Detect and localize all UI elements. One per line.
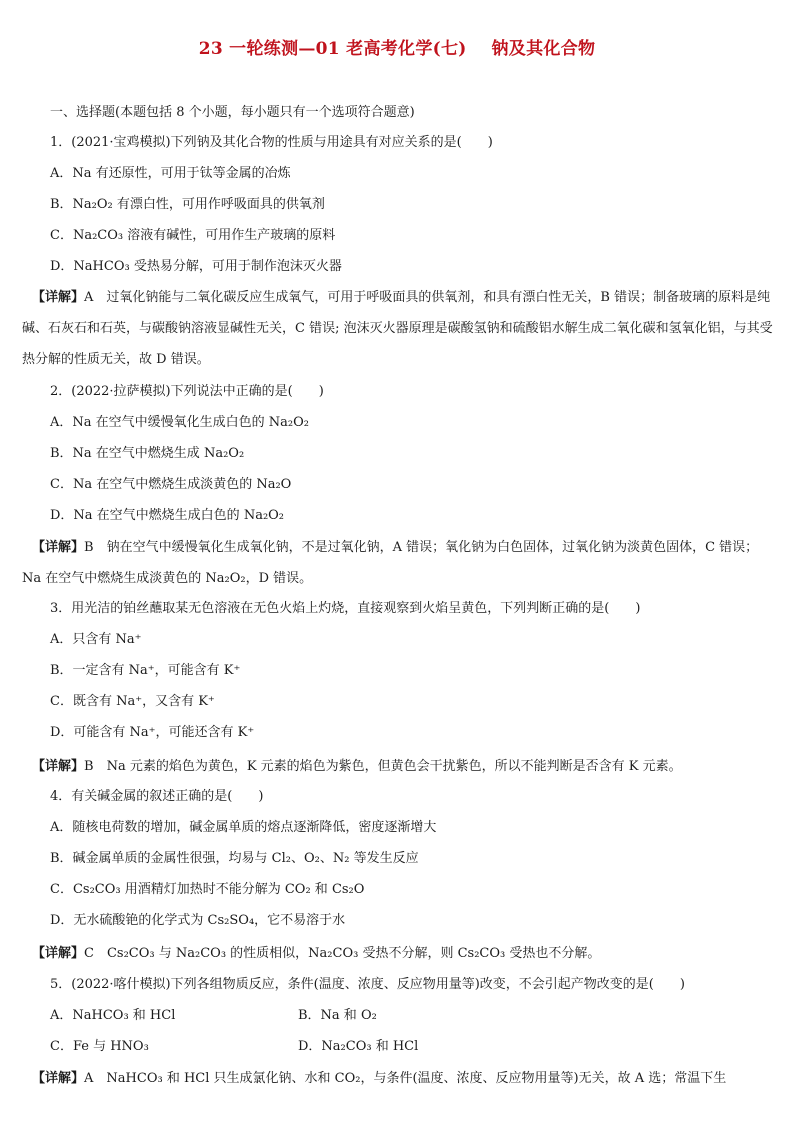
question-2-detail <box>22 532 774 594</box>
question-5-stem: 5．(2022·喀什模拟)下列各组物质反应，条件(温度、浓度、反应物用量等)改变，不会引起产物改变的是( ) <box>50 977 685 992</box>
detail-text: C Cs₂CO₃ 与 Na₂CO₃ 的性质相似，Na₂CO₃ 受热不分解，则 Cs₂CO₃ 受热也不分解。 <box>84 946 601 961</box>
question-4-option-b: B．碱金属单质的金属性很强，均易与 Cl₂、O₂、N₂ 等发生反应 <box>50 851 419 866</box>
detail-label: 【详解】 <box>32 759 85 774</box>
question-4-option-d: D．无水硫酸铯的化学式为 Cs₂SO₄，它不易溶于水 <box>50 913 346 928</box>
question-1-option-c: C．Na₂CO₃ 溶液有碱性，可用作生产玻璃的原料 <box>50 228 336 243</box>
question-2-option-b: B．Na 在空气中燃烧生成 Na₂O₂ <box>50 446 245 461</box>
question-2-option-c: C．Na 在空气中燃烧生成淡黄色的 Na₂O <box>50 477 292 492</box>
detail-text: B 钠在空气中缓慢氧化生成氧化钠，不是过氧化钠，A 错误；氧化钠为白色固体，过氧化钠为淡黄色固体，C 错误；Na 在空气中燃烧生成淡黄色的 Na₂O₂，D 错误。 <box>22 540 759 586</box>
detail-label: 【详解】 <box>32 290 85 305</box>
question-1-detail <box>22 282 774 375</box>
detail-text: A NaHCO₃ 和 HCl 只生成氯化钠、水和 CO₂，与条件(温度、浓度、反应物用量等)无关，故 A 选；常温下生 <box>84 1071 727 1086</box>
question-3-option-c: C．既含有 Na⁺，又含有 K⁺ <box>50 694 215 709</box>
question-5-option-d: D．Na₂CO₃ 和 HCl <box>298 1039 419 1054</box>
question-2-option-d: D．Na 在空气中燃烧生成白色的 Na₂O₂ <box>50 508 285 523</box>
question-4-option-c: C．Cs₂CO₃ 用酒精灯加热时不能分解为 CO₂ 和 Cs₂O <box>50 882 365 897</box>
question-2-stem: 2．(2022·拉萨模拟)下列说法中正确的是( ) <box>50 384 324 399</box>
question-3-option-b: B．一定含有 Na⁺，可能含有 K⁺ <box>50 663 241 678</box>
question-4-detail <box>22 938 774 969</box>
question-3-detail <box>22 751 774 782</box>
question-1-option-d: D．NaHCO₃ 受热易分解，可用于制作泡沫灭火器 <box>50 259 342 274</box>
question-2-option-a: A．Na 在空气中缓慢氧化生成白色的 Na₂O₂ <box>50 415 309 430</box>
detail-label: 【详解】 <box>32 1071 85 1086</box>
detail-label: 【详解】 <box>32 946 85 961</box>
question-5-option-c: C．Fe 与 HNO₃ <box>50 1039 149 1054</box>
question-1-option-a: A．Na 有还原性，可用于钛等金属的冶炼 <box>50 166 291 181</box>
question-1-stem: 1．(2021·宝鸡模拟)下列钠及其化合物的性质与用途具有对应关系的是( ) <box>50 135 493 150</box>
question-5-option-b: B．Na 和 O₂ <box>298 1008 377 1023</box>
detail-text: A 过氧化钠能与二氧化碳反应生成氧气，可用于呼吸面具的供氧剂，和具有漂白性无关，B 错误；制备玻璃的原料是纯碱、石灰石和石英，与碳酸钠溶液显碱性无关，C 错误; 泡沫灭火器原理是碳酸氢钠和硫酸铝水解生成二氧化碳和氢氧化铝，与其受热分解的性质无关，故 D 错误。 <box>22 290 773 367</box>
page-title: 23 一轮练测—01 老高考化学(七) 钠及其化合物 <box>198 39 596 59</box>
question-5-option-a: A．NaHCO₃ 和 HCl <box>50 1008 176 1023</box>
detail-label: 【详解】 <box>32 540 85 555</box>
question-4-option-a: A．随核电荷数的增加，碱金属单质的熔点逐渐降低，密度逐渐增大 <box>50 820 437 835</box>
section-heading: 一、选择题(本题包括 8 个小题，每小题只有一个选项符合题意) <box>50 105 415 120</box>
question-3-stem: 3．用光洁的铂丝蘸取某无色溶液在无色火焰上灼烧，直接观察到火焰呈黄色，下列判断正确的是( ) <box>50 601 641 616</box>
question-3-option-d: D．可能含有 Na⁺，可能还含有 K⁺ <box>50 725 255 740</box>
detail-text: B Na 元素的焰色为黄色，K 元素的焰色为紫色，但黄色会干扰紫色，所以不能判断是否含有 K 元素。 <box>84 759 682 774</box>
question-1-option-b: B．Na₂O₂ 有漂白性，可用作呼吸面具的供氧剂 <box>50 197 325 212</box>
question-5-detail <box>22 1063 774 1094</box>
question-4-stem: 4．有关碱金属的叙述正确的是( ) <box>50 789 264 804</box>
question-3-option-a: A．只含有 Na⁺ <box>50 632 142 647</box>
